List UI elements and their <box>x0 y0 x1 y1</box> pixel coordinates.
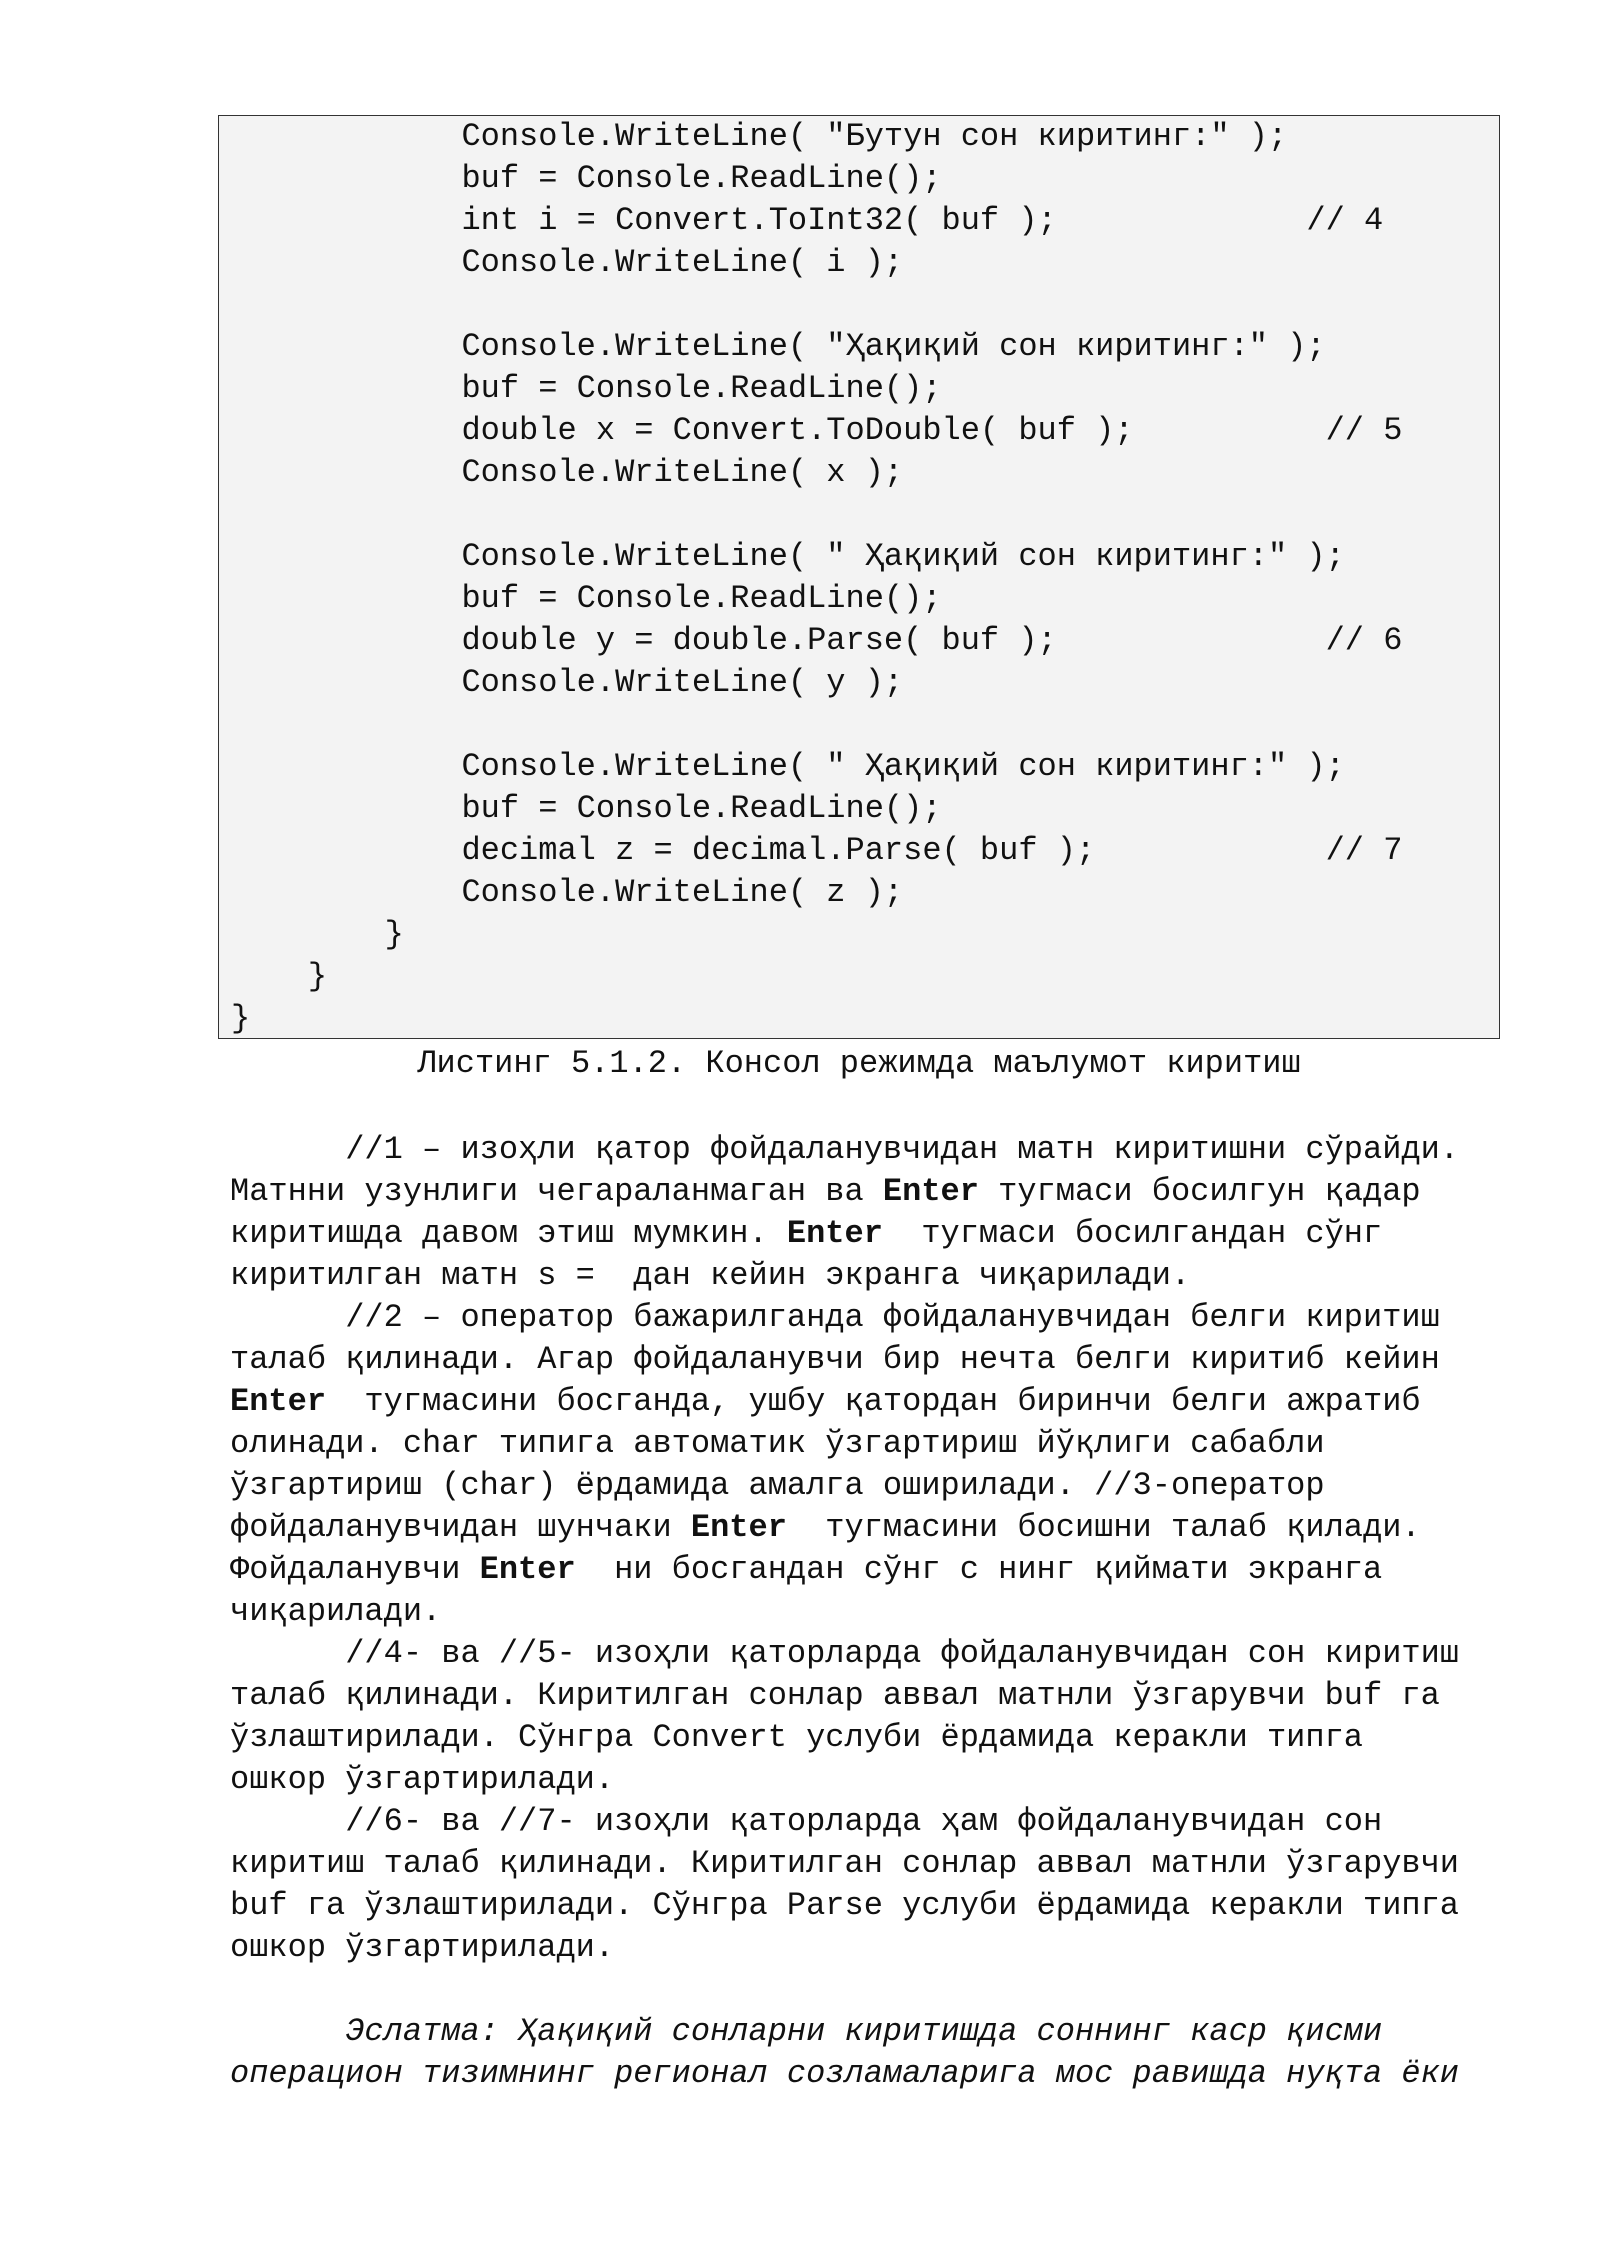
paragraph-line: фойдаланувчидан шунчаки Enter тугмасини босишни талаб қилади. <box>230 1509 1421 1546</box>
enter-keyword: Enter <box>479 1551 576 1588</box>
paragraph-line: ўзлаштирилади. Сўнгра Convert услуби ёрдамида керакли типга <box>230 1719 1363 1756</box>
code-line: Console.WriteLine( " Ҳақиқий сон киритинг:" ); <box>231 538 1345 575</box>
paragraph-line: ўзгартириш (char) ёрдамида амалга оширилади. //3-оператор <box>230 1467 1325 1504</box>
code-line: Console.WriteLine( "Бутун сон киритинг:" ); <box>231 118 1288 155</box>
paragraph-line: ошкор ўзгартирилади. <box>230 1761 615 1798</box>
code-line: Console.WriteLine( z ); <box>231 874 904 911</box>
paragraph-line: талаб қилинади. Киритилган сонлар аввал матнли ўзгарувчи buf га <box>230 1677 1440 1714</box>
code-line: int i = Convert.ToInt32( buf ); // 4 <box>231 202 1384 239</box>
paragraph-line: киритилган матн s = дан кейин экранга чиқарилади. <box>230 1257 1191 1294</box>
paragraph-line: чиқарилади. <box>230 1593 442 1630</box>
paragraph-line: //6- ва //7- изоҳли қаторларда ҳам фойдаланувчидан сон <box>230 1803 1383 1840</box>
note-line: операцион тизимнинг регионал созламаларига мос равишда нуқта ёки <box>230 2055 1459 2092</box>
paragraph-line: Фойдаланувчи Enter ни босгандан сўнг с нинг қиймати экранга <box>230 1551 1383 1588</box>
paragraph-line: киритишда давом этиш мумкин. Enter тугмаси босилгандан сўнг <box>230 1215 1383 1252</box>
code-line: Console.WriteLine( y ); <box>231 664 904 701</box>
code-line: double x = Convert.ToDouble( buf ); // 5 <box>231 412 1403 449</box>
enter-keyword: Enter <box>690 1509 787 1546</box>
paragraph-line: ошкор ўзгартирилади. <box>230 1929 615 1966</box>
code-line: Console.WriteLine( i ); <box>231 244 904 281</box>
note-line: Эслатма: Ҳақиқий сонларни киритишда соннинг каср қисми <box>230 2013 1383 2050</box>
code-line: buf = Console.ReadLine(); <box>231 790 942 827</box>
code-line: Console.WriteLine( "Ҳақиқий сон киритинг:" ); <box>231 328 1326 365</box>
enter-keyword: Enter <box>786 1215 883 1252</box>
code-listing <box>218 115 1500 1039</box>
code-line: } <box>231 958 328 995</box>
code-line: } <box>231 916 404 953</box>
code-line: buf = Console.ReadLine(); <box>231 580 942 617</box>
code-line: } <box>231 1000 251 1037</box>
paragraph-line: Матнни узунлиги чегараланмаган ва Enter тугмаси босилгун қадар <box>230 1173 1421 1210</box>
paragraph-line: //2 – оператор бажарилганда фойдаланувчидан белги киритиш <box>230 1299 1440 1336</box>
code-line: Console.WriteLine( x ); <box>231 454 904 491</box>
paragraph-line: //1 – изоҳли қатор фойдаланувчидан матн киритишни сўрайди. <box>230 1131 1459 1168</box>
paragraph-line: //4- ва //5- изоҳли қаторларда фойдаланувчидан сон киритиш <box>230 1635 1459 1672</box>
code-line: buf = Console.ReadLine(); <box>231 370 942 407</box>
code-line: buf = Console.ReadLine(); <box>231 160 942 197</box>
paragraph-line: олинади. char типига автоматик ўзгартириш йўқлиги сабабли <box>230 1425 1325 1462</box>
paragraph-line: талаб қилинади. Агар фойдаланувчи бир нечта белги киритиб кейин <box>230 1341 1440 1378</box>
code-line: decimal z = decimal.Parse( buf ); // 7 <box>231 832 1403 869</box>
listing-caption: Листинг 5.1.2. Консол режимда маълумот киритиш <box>417 1045 1301 1082</box>
code-line: double y = double.Parse( buf ); // 6 <box>231 622 1403 659</box>
paragraph-line: Enter тугмасини босганда, ушбу қатордан биринчи белги ажратиб <box>230 1383 1421 1420</box>
code-line: Console.WriteLine( " Ҳақиқий сон киритинг:" ); <box>231 748 1345 785</box>
paragraph-line: buf га ўзлаштирилади. Сўнгра Parse услуби ёрдамида керакли типга <box>230 1887 1459 1924</box>
enter-keyword: Enter <box>230 1383 327 1420</box>
paragraph-line: киритиш талаб қилинади. Киритилган сонлар аввал матнли ўзгарувчи <box>230 1845 1459 1882</box>
enter-keyword: Enter <box>882 1173 979 1210</box>
